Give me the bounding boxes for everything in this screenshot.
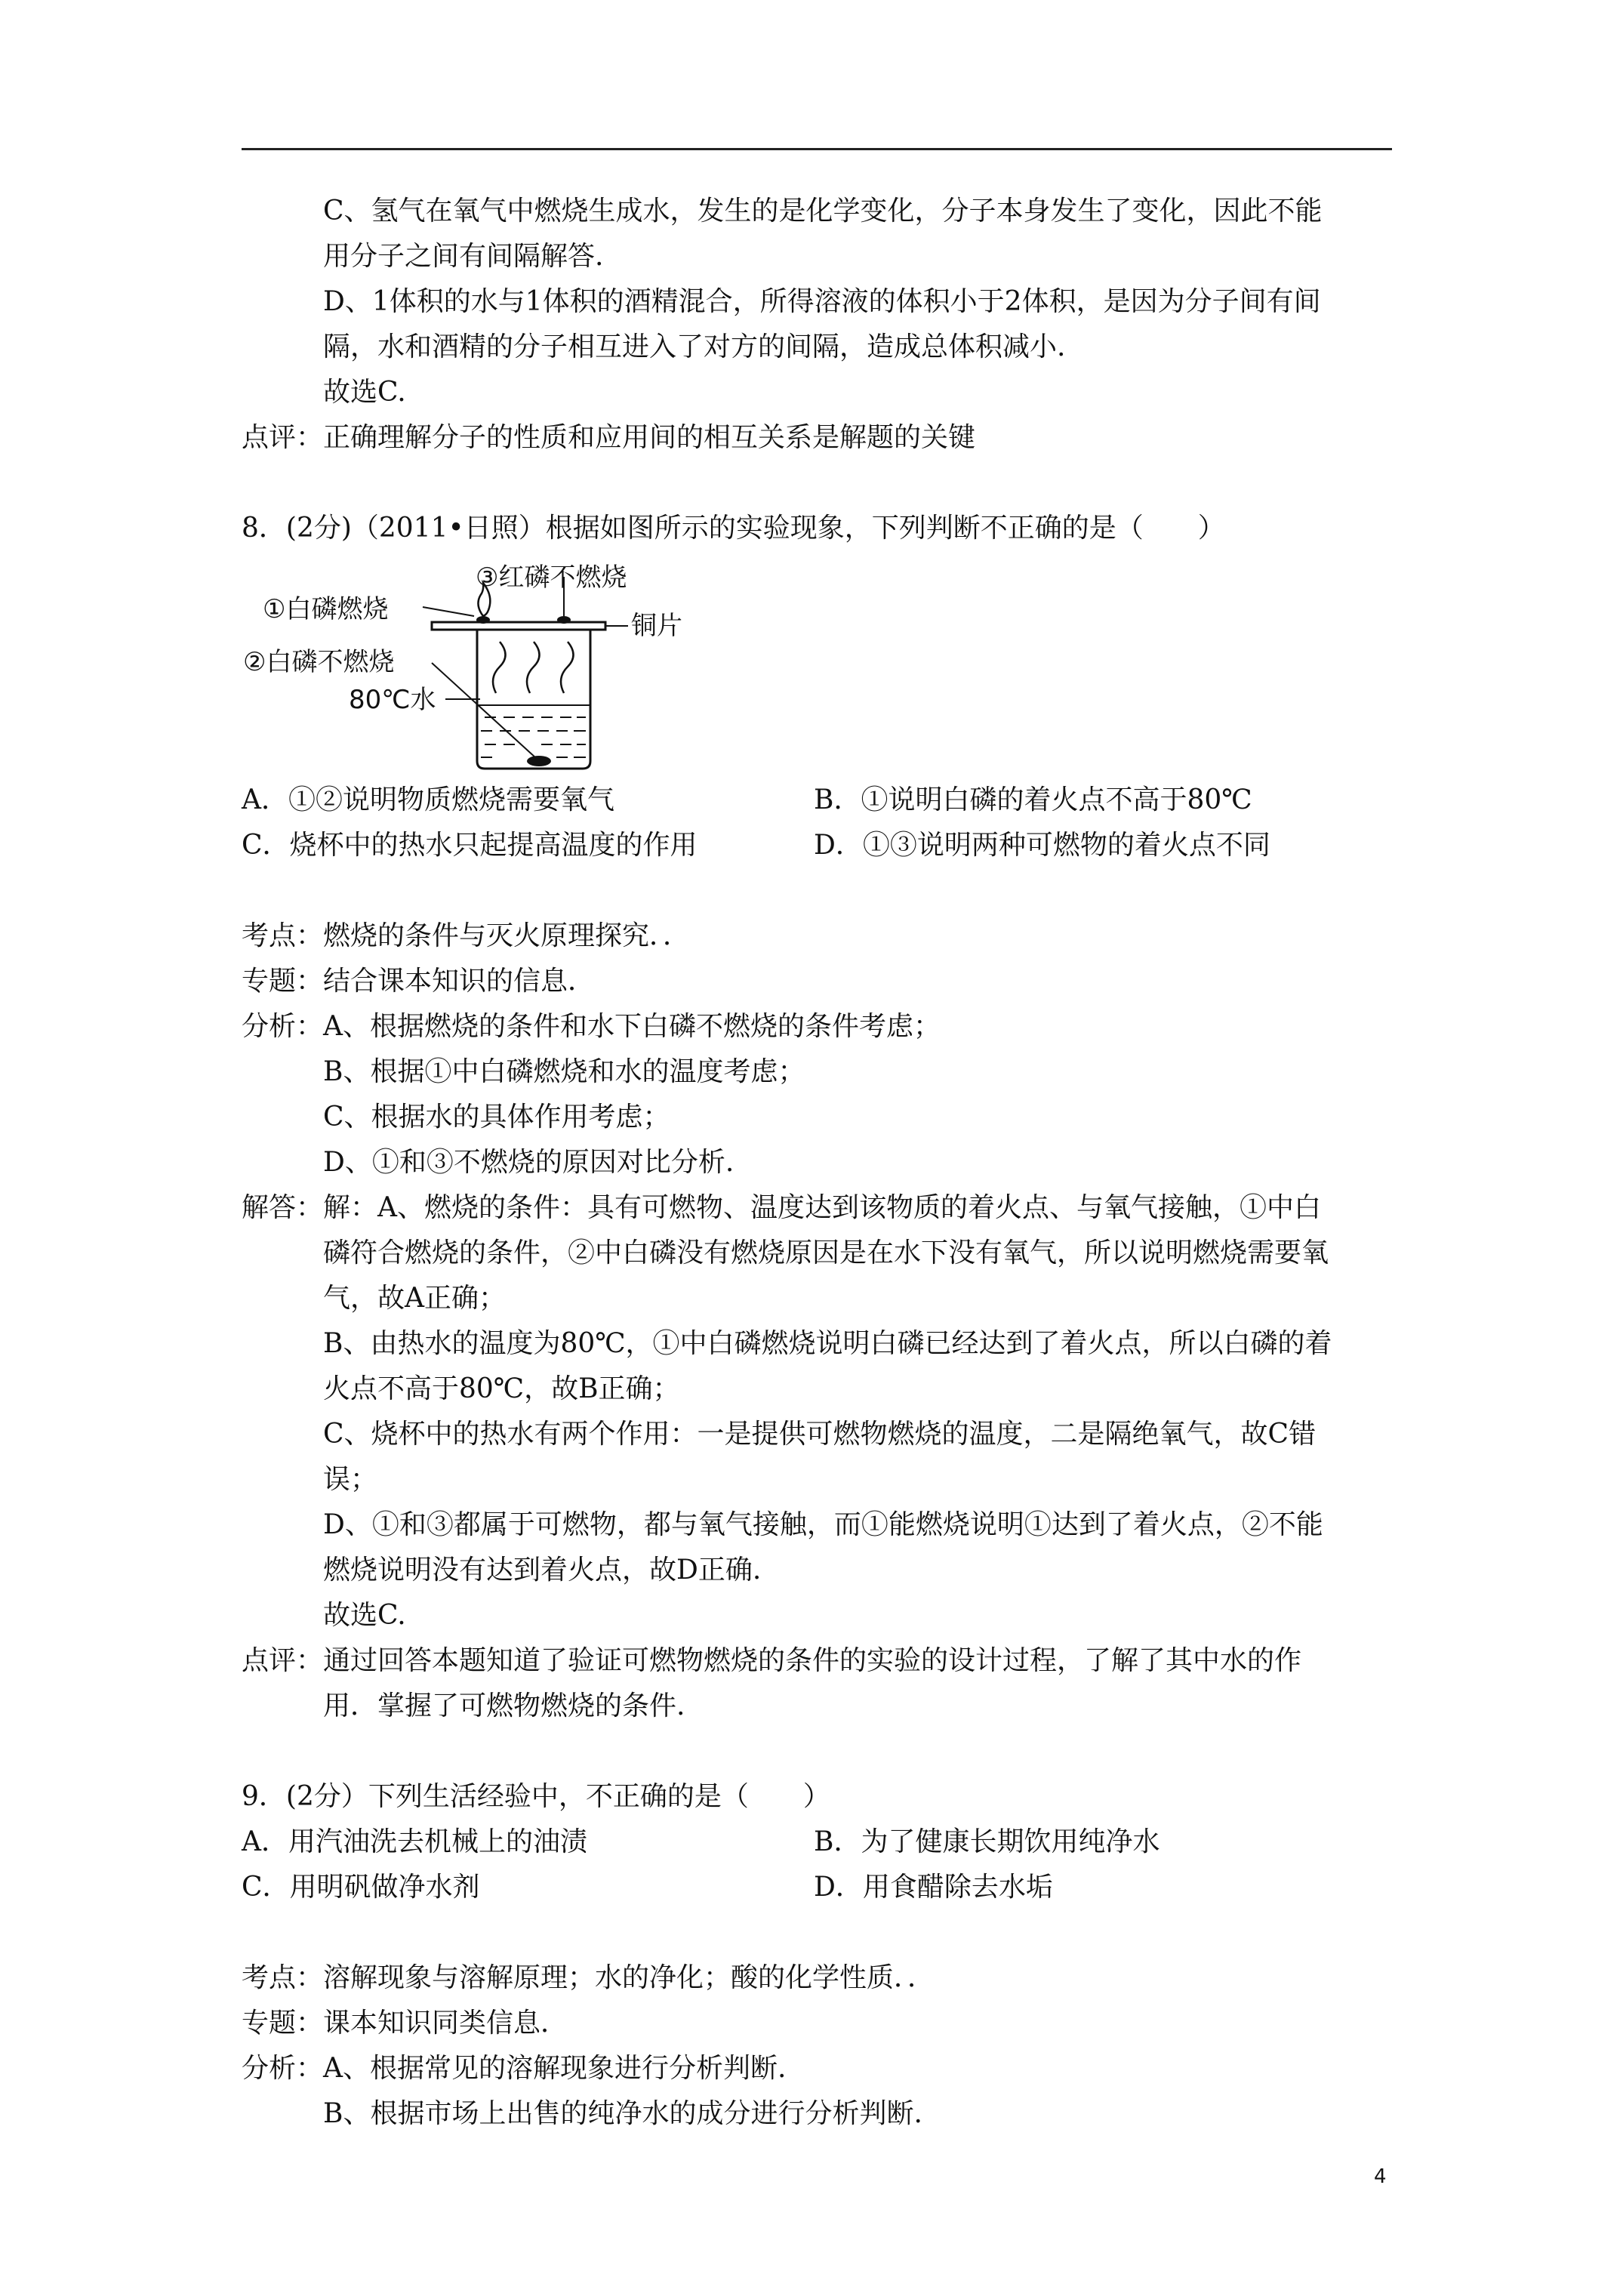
- option-c: C．烧杯中的热水只起提高温度的作用: [242, 830, 698, 861]
- header-rule: [242, 148, 1392, 150]
- options-row: [242, 1865, 1419, 1910]
- analysis-line: 解答：解：A、燃烧的条件：具有可燃物、温度达到该物质的着火点、与氧气接触，①中白: [242, 1192, 1321, 1223]
- option-c: C．用明矾做净水剂: [242, 1872, 480, 1903]
- analysis-line: 误；: [323, 1464, 378, 1495]
- analysis-line: 分析：A、根据常见的溶解现象进行分析判断.: [242, 2053, 787, 2084]
- analysis-line: 考点：溶解现象与溶解原理；水的净化；酸的化学性质．．: [242, 1962, 935, 1993]
- options-row: [242, 823, 1419, 868]
- analysis-line: 磷符合燃烧的条件，②中白磷没有燃烧原因是在水下没有氧气，所以说明燃烧需要氧: [323, 1237, 1329, 1268]
- page-number: 4: [1374, 2165, 1387, 2188]
- option-a: A．用汽油洗去机械上的油渍: [242, 1826, 587, 1857]
- text-line: 用分子之间有间隔解答.: [323, 241, 604, 272]
- analysis-line: 专题：结合课本知识的信息．: [242, 966, 596, 997]
- analysis-line: 燃烧说明没有达到着火点，故D正确.: [323, 1555, 762, 1586]
- white-phosphorus-burning: [476, 616, 490, 624]
- analysis-line: B、根据①中白磷燃烧和水的温度考虑；: [323, 1056, 805, 1087]
- analysis-line: D、①和③不燃烧的原因对比分析.: [323, 1147, 735, 1178]
- analysis-line: B、根据市场上出售的纯净水的成分进行分析判断.: [323, 2098, 922, 2129]
- text-line: 故选C.: [323, 377, 406, 408]
- label-white-phosphorus-not-burning: ②白磷不燃烧: [243, 647, 395, 677]
- options-row: [242, 778, 1419, 823]
- top-block: [242, 189, 1419, 461]
- analysis-line: 考点：燃烧的条件与灭火原理探究．．: [242, 920, 691, 951]
- comment-line: 点评：正确理解分子的性质和应用间的相互关系是解题的关键: [242, 422, 976, 453]
- experiment-figure: [242, 551, 1419, 778]
- option-d: D．用食醋除去水垢: [814, 1872, 1053, 1903]
- question-stem: 8．(2分)（2011•日照）根据如图所示的实验现象，下列判断不正确的是（ ）: [242, 513, 1225, 544]
- analysis-line: C、根据水的具体作用考虑；: [323, 1102, 670, 1133]
- option-b: B．①说明白磷的着火点不高于80℃: [814, 784, 1252, 815]
- label-copper-sheet: 铜片: [631, 611, 682, 641]
- water-body: [481, 717, 586, 757]
- label-red-phosphorus: ③红磷不燃烧: [476, 562, 627, 593]
- label-white-phosphorus-burning: ①白磷燃烧: [263, 594, 389, 624]
- steam: [493, 642, 574, 693]
- analysis-line: B、由热水的温度为80℃，①中白磷燃烧说明白磷已经达到了着火点，所以白磷的着: [323, 1328, 1332, 1359]
- analysis-line: D、①和③都属于可燃物，都与氧气接触，而①能燃烧说明①达到了着火点，②不能: [323, 1509, 1323, 1540]
- copper-sheet: [432, 622, 605, 630]
- options-row: [242, 1820, 1419, 1865]
- label-hot-water: 80℃水: [349, 685, 436, 715]
- analysis-line: 气，故A正确；: [323, 1283, 506, 1314]
- page-content: [242, 189, 1419, 2137]
- question-8: [242, 506, 1419, 1729]
- option-a: A．①②说明物质燃烧需要氧气: [242, 784, 614, 815]
- analysis-line: 用．掌握了可燃物燃烧的条件.: [323, 1690, 685, 1721]
- question-9-analysis: [242, 1955, 1419, 2137]
- analysis-line: C、烧杯中的热水有两个作用：一是提供可燃物燃烧的温度，二是隔绝氧气，故C错: [323, 1419, 1317, 1450]
- analysis-line: 专题：课本知识同类信息．: [242, 2008, 568, 2039]
- analysis-line: 点评：通过回答本题知道了验证可燃物燃烧的条件的实验的设计过程，了解了其中水的作: [242, 1645, 1302, 1676]
- question-stem: 9．(2分）下列生活经验中，不正确的是（ ）: [242, 1781, 830, 1812]
- text-line: D、1体积的水与1体积的酒精混合，所得溶液的体积小于2体积，是因为分子间有间: [323, 286, 1321, 317]
- question-9: [242, 1774, 1419, 2137]
- text-line: C、氢气在氧气中燃烧生成水，发生的是化学变化，分子本身发生了变化，因此不能: [323, 196, 1323, 227]
- text-line: 隔，水和酒精的分子相互进入了对方的间隔，造成总体积减小.: [323, 331, 1066, 362]
- analysis-line: 分析：A、根据燃烧的条件和水下白磷不燃烧的条件考虑；: [242, 1011, 941, 1042]
- analysis-line: 火点不高于80℃，故B正确；: [323, 1373, 680, 1404]
- analysis-line: 故选C.: [323, 1600, 406, 1631]
- red-phosphorus: [557, 616, 571, 624]
- option-b: B．为了健康长期饮用纯净水: [814, 1826, 1160, 1857]
- question-8-analysis: [242, 914, 1419, 1729]
- option-d: D．①③说明两种可燃物的着火点不同: [814, 830, 1270, 861]
- white-phosphorus-underwater: [527, 756, 551, 766]
